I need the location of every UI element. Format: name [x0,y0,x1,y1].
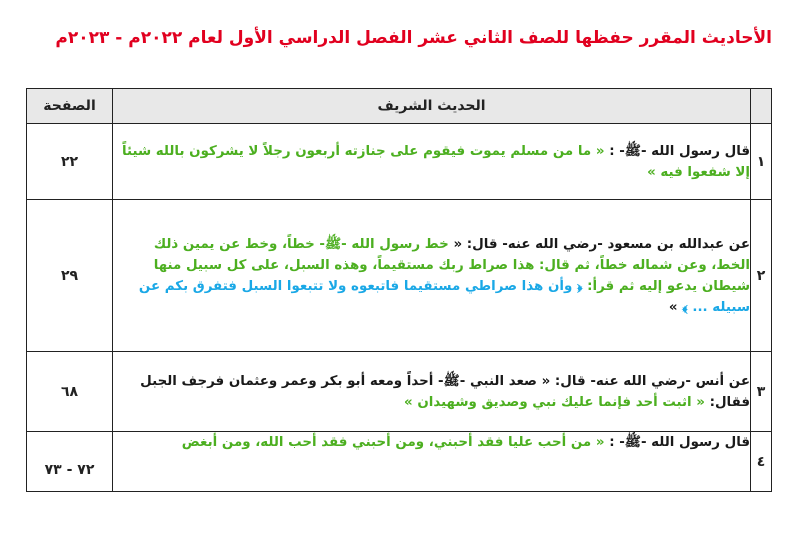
table-row [27,200,772,352]
table-row [27,432,772,492]
hadith-text-segment: « ما من مسلم يموت فيقوم على جنازته أربعون رجلاً لا يشركون بالله شيئاً إلا شفعوا فيه » [122,143,750,180]
hadith-text [113,432,751,492]
table-header-row [27,89,772,124]
number-column-header [751,89,772,124]
hadith-text-segment: ﴿ وأن هذا صراطي مستقيما فاتبعوه ولا تتبعوا السبل فتفرق بكم عن سبيله ... ﴾ [138,278,750,315]
hadith-text [113,352,751,432]
page-column-header: الصفحة [27,89,113,124]
hadith-text-segment: خط رسول الله -ﷺ- خطاً، وخط عن يمين ذلك الخط، وعن شماله خطاً، ثم قال: هذا صراط ربك مستقيماً، وهذه السبل، على كل سبيل منها شيطان يدعو إليه ثم قرأ: [153,236,750,294]
hadith-text-segment: عن أنس -رضي الله عنه- قال: « صعد النبي -ﷺ- أحداً ومعه أبو بكر وعمر وعثمان فرجف الجبل فقال: [140,373,750,410]
hadith-text-segment: « اثبت أحد فإنما عليك نبي وصديق وشهيدان » [404,394,705,410]
hadith-column-header: الحديث الشريف [113,89,751,124]
table-row [27,352,772,432]
hadith-table [26,88,772,492]
hadith-text-segment: عن عبدالله بن مسعود -رضي الله عنه- قال: « [448,236,750,252]
hadith-text [113,124,751,200]
table-row [27,124,772,200]
hadith-number: ٤ [751,432,772,492]
hadith-text-segment: قال رسول الله -ﷺ- : [604,435,750,450]
page-number: ٢٢ [27,124,113,200]
hadith-text [113,200,751,352]
hadith-number: ٢ [751,200,772,352]
hadith-text-segment: » [668,299,683,315]
hadith-text-segment: قال رسول الله -ﷺ- : [604,143,750,159]
hadith-number: ٣ [751,352,772,432]
page-number: ٧٢ - ٧٣ [27,432,113,492]
hadith-number: ١ [751,124,772,200]
page-number: ٦٨ [27,352,113,432]
page-title: الأحاديث المقرر حفظها للصف الثاني عشر الفصل الدراسي الأول لعام ٢٠٢٢م - ٢٠٢٣م [55,28,772,48]
page-number: ٢٩ [27,200,113,352]
hadith-text-segment: « من أحب عليا فقد أحبني، ومن أحبني فقد أحب الله، ومن أبغض [181,435,605,450]
